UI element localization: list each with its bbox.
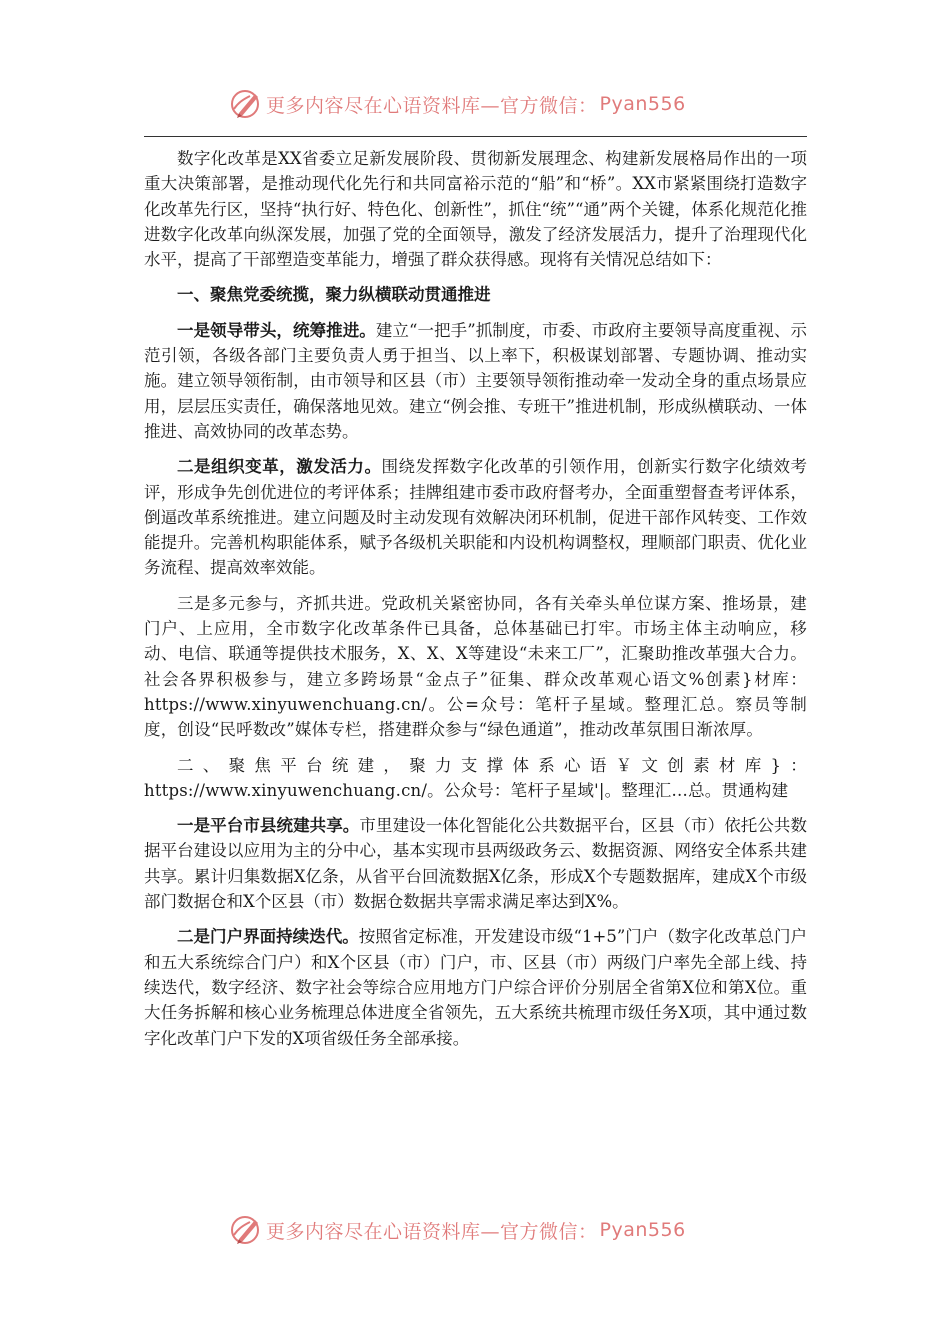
paragraph-text: 按照省定标准，开发建设市级“1+5”门户（数字化改革总门户和五大系统综合门户）和X个区县（市）门户，市、区县（市）两级门户率先全部上线、持续迭代，数字经济、数字社会等综合应用地方门户综合评价分别居全省第X位和第X位。重大任务拆解和核心业务梳理总体进度全省领先，五大系统共梳理市级任务X项，其中通过数字化改革门户下发的X项省级任务全部承接。 [144, 927, 808, 1048]
paragraph-lead: 一是领导带头，统筹推进。 [177, 320, 376, 340]
banner-text: 更多内容尽在心语资料库—官方微信： [266, 94, 598, 117]
paragraph [144, 813, 807, 914]
pen-logo-icon [228, 1213, 262, 1247]
document-body [144, 146, 807, 1061]
header-banner [228, 84, 686, 124]
header-divider [144, 136, 807, 137]
banner-text: 更多内容尽在心语资料库—官方微信： [266, 1220, 598, 1243]
paragraph [144, 454, 807, 580]
section-heading [144, 753, 807, 804]
paragraph-text: 市里建设一体化智能化公共数据平台，区县（市）依托公共数据平台建设以应用为主的分中心，基本实现市县两级政务云、数据资源、网络安全体系共建共享。累计归集数据X亿条，从省平台回流数据X亿条，形成X个专题数据库，建成X个市级部门数据仓和X个区县（市）数据仓数据共享需求满足率达到X%。 [144, 816, 808, 912]
paragraph-lead: 一、聚焦党委统揽，聚力纵横联动贯通推进 [177, 285, 491, 305]
footer-banner [228, 1210, 686, 1250]
paragraph-lead: 二是门户界面持续迭代。 [177, 927, 359, 947]
paragraph-text: 围绕发挥数字化改革的引领作用，创新实行数字化绩效考评，形成争先创优进位的考评体系；挂牌组建市委市政府督考办，全面重塑督查考评体系，倒逼改革系统推进。建立问题及时主动发现有效解决闭环机制，促进干部作风转变、工作效能提升。完善机构职能体系，赋予各级机关职能和内设机构调整权，理顺部门职责、优化业务流程、提高效率效能。 [144, 457, 808, 578]
paragraph-text: 数字化改革是XX省委立足新发展阶段、贯彻新发展理念、构建新发展格局作出的一项重大决策部署，是推动现代化先行和共同富裕示范的“船”和“桥”。XX市紧紧围绕打造数字化改革先行区，坚持“执行好、特色化、创新性”，抓住“统”“通”两个关键，体系化规范化推进数字化改革向纵深发展，加强了党的全面领导，激发了经济发展活力，提升了治理现代化水平，提高了干部塑造变革能力，增强了群众获得感。现将有关情况总结如下： [144, 149, 807, 270]
paragraph [144, 924, 807, 1050]
paragraph-text: 三是多元参与，齐抓共进。党政机关紧密协同，各有关牵头单位谋方案、推场景，建门户、上应用，全市数字化改革条件已具备，总体基础已打牢。市场主体主动响应，移动、电信、联通等提供技术服务，X、X、X等建设“未来工厂”，汇聚助推改革强大合力。社会各界积极参与，建立多跨场景“金点子”征集、群众改革观心语文%创素}材库：https://www.xinyuwenchuang.cn/。公=众号：笔杆子星域。整理汇总。察员等制度，创设“民呼数改”媒体专栏，搭建群众参与“绿色通道”，推动改革氛围日渐浓厚。 [144, 593, 807, 740]
paragraph [144, 591, 807, 743]
banner-wechat-id: Pyan556 [599, 93, 686, 115]
pen-logo-icon [228, 87, 262, 121]
paragraph-text: 建立“一把手”抓制度，市委、市政府主要领导高度重视、示范引领，各级各部门主要负责人勇于担当、以上率下，积极谋划部署、专题协调、推动实施。建立领导领衔制，由市领导和区县（市）主要领导领衔推动牵一发动全身的重点场景应用，层层压实责任，确保落地见效。建立“例会推、专班干”推进机制，形成纵横联动、一体推进、高效协同的改革态势。 [144, 320, 808, 441]
section-heading [144, 282, 807, 307]
paragraph [144, 146, 807, 272]
paragraph-lead: 二是组织变革，激发活力。 [177, 457, 382, 477]
paragraph-text: 二、聚焦平台统建，聚力支撑体系心语￥文创素材库}：https://www.xinyuwenchuang.cn/。公众号：笔杆子星域'|。整理汇…总。贯通构建 [144, 755, 807, 800]
paragraph [144, 318, 807, 444]
banner-wechat-id: Pyan556 [599, 1219, 686, 1241]
paragraph-lead: 一是平台市县统建共享。 [177, 816, 360, 836]
